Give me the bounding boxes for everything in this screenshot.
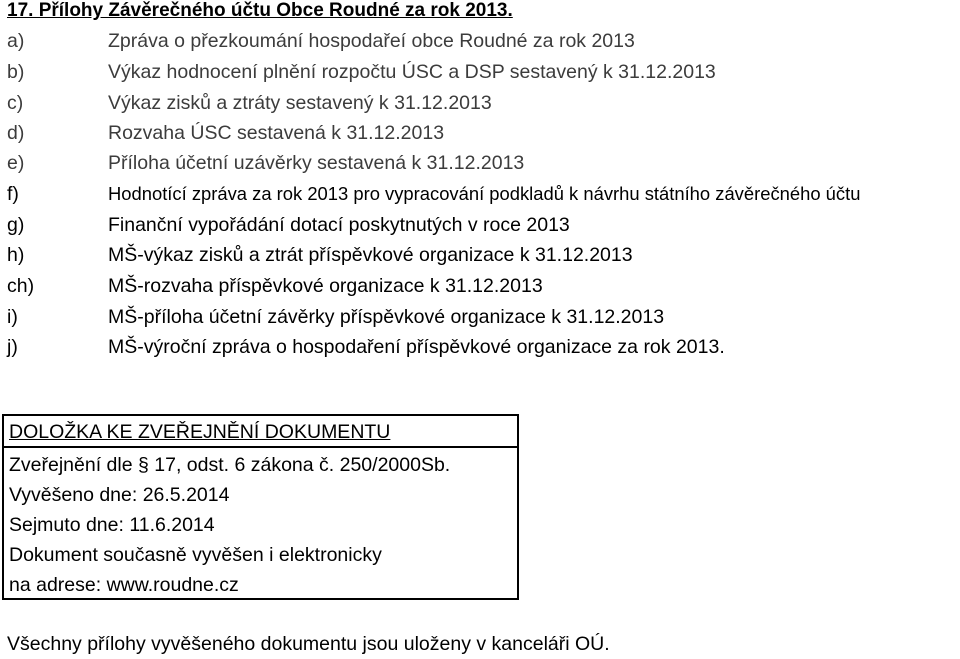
- item-text: Finanční vypořádání dotací poskytnutých v roce 2013: [108, 214, 570, 236]
- item-label: ch): [7, 275, 35, 297]
- item-label: h): [7, 244, 25, 266]
- item-label: e): [7, 152, 25, 174]
- item-text: MŠ-výroční zpráva o hospodaření příspěvkové organizace za rok 2013.: [108, 336, 725, 358]
- item-text: Výkaz zisků a ztráty sestavený k 31.12.2013: [108, 92, 492, 114]
- notice-web-address: na adrese: www.roudne.cz: [9, 574, 239, 596]
- item-text: Zpráva o přezkoumání hospodařeí obce Roudné za rok 2013: [108, 30, 635, 52]
- item-label: i): [7, 306, 18, 328]
- item-text: MŠ-rozvaha příspěvkové organizace k 31.12.2013: [108, 275, 543, 297]
- item-label: g): [7, 214, 25, 236]
- item-label: j): [7, 336, 18, 358]
- footer-note: Všechny přílohy vyvěšeného dokumentu jsou uloženy v kanceláři OÚ.: [7, 633, 610, 655]
- notice-posted-date: Vyvěšeno dne: 26.5.2014: [9, 484, 230, 506]
- item-text: Hodnotící zpráva za rok 2013 pro vypracování podkladů k návrhu státního závěrečného účtu: [108, 183, 861, 204]
- item-text: Příloha účetní uzávěrky sestavená k 31.12.2013: [108, 152, 525, 174]
- item-label: a): [7, 30, 25, 52]
- item-text: MŠ-výkaz zisků a ztrát příspěvkové organizace k 31.12.2013: [108, 244, 633, 266]
- notice-removed-date: Sejmuto dne: 11.6.2014: [9, 514, 215, 536]
- notice-heading-row: [4, 416, 517, 448]
- item-label: c): [7, 92, 24, 114]
- item-text: Rozvaha ÚSC sestavená k 31.12.2013: [108, 122, 445, 144]
- notice-heading: DOLOŽKA KE ZVEŘEJNĚNÍ DOKUMENTU: [9, 421, 391, 443]
- notice-legal-basis: Zveřejnění dle § 17, odst. 6 zákona č. 250/2000Sb.: [9, 454, 451, 476]
- item-text: MŠ-příloha účetní závěrky příspěvkové organizace k 31.12.2013: [108, 306, 665, 328]
- item-text: Výkaz hodnocení plnění rozpočtu ÚSC a DSP sestavený k 31.12.2013: [108, 61, 716, 83]
- item-label: f): [7, 183, 19, 205]
- notice-electronic-note: Dokument současně vyvěšen i elektronicky: [9, 544, 382, 566]
- item-label: d): [7, 122, 25, 144]
- publication-notice-box: [2, 414, 519, 600]
- page-title: 17. Přílohy Závěrečného účtu Obce Roudné za rok 2013.: [7, 0, 513, 21]
- item-label: b): [7, 61, 25, 83]
